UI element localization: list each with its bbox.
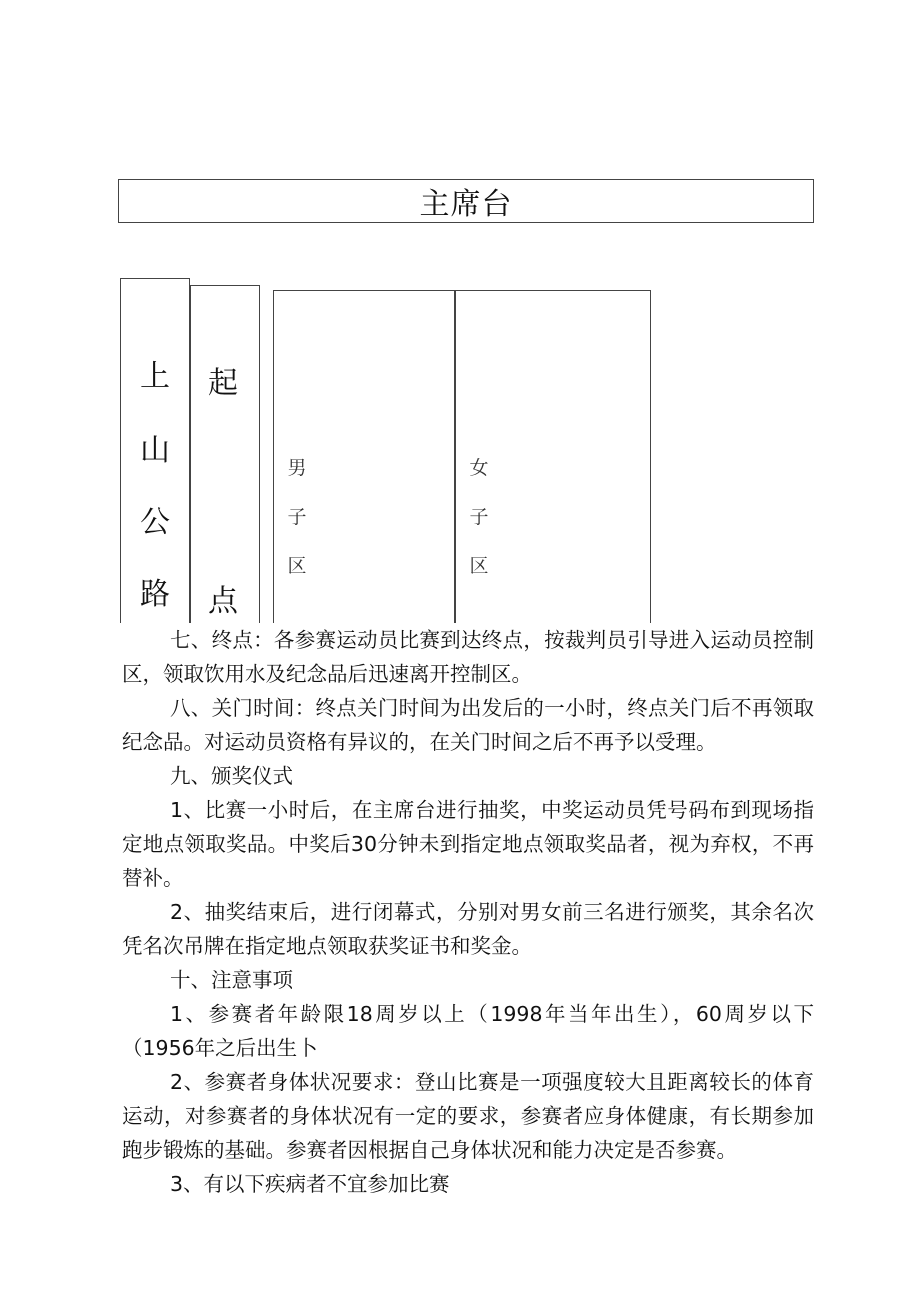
paragraph-awards: 2、抽奖结束后，进行闭幕式，分别对男女前三名进行颁奖，其余名次凭名次吊牌在指定地点领取获奖证书和奖金。	[122, 900, 814, 958]
road-char: 山	[140, 433, 170, 468]
women-zone-char: 子	[469, 506, 489, 528]
paragraph-disease-exclusion: 3、有以下疾病者不宜参加比赛	[170, 1172, 450, 1196]
road-char: 上	[140, 359, 170, 394]
women-zone-char: 女	[469, 457, 489, 479]
mountain-road-column	[120, 278, 190, 623]
women-zone	[455, 290, 651, 623]
paragraph-finish: 七、终点：各参赛运动员比赛到达终点，按裁判员引导进入运动员控制区，领取饮用水及纪念品后迅速离开控制区。	[122, 628, 814, 686]
men-zone-char: 区	[287, 555, 307, 577]
men-zone-char: 男	[287, 457, 307, 479]
men-zone	[273, 290, 455, 623]
start-char: 点	[208, 584, 238, 619]
start-char: 起	[208, 366, 238, 401]
main-stand-box	[118, 179, 814, 223]
main-stand-label: 主席台	[419, 187, 513, 222]
paragraph-health-requirement: 2、参赛者身体状况要求：登山比赛是一项强度较大且距离较长的体育运动，对参赛者的身体状况有一定的要求，参赛者应身体健康，有长期参加跑步锻炼的基础。参赛者因根据自己身体状况和能力决定是否参赛。	[122, 1070, 814, 1162]
men-zone-char: 子	[287, 506, 307, 528]
heading-notes: 十、注意事项	[170, 968, 293, 992]
heading-award-ceremony: 九、颁奖仪式	[170, 764, 293, 788]
paragraph-lottery: 1、比赛一小时后，在主席台进行抽奖，中奖运动员凭号码布到现场指定地点领取奖品。中奖后30分钟未到指定地点领取奖品者，视为弃权，不再替补。	[122, 798, 814, 890]
paragraph-age-limit: 1、参赛者年龄限18周岁以上（1998年当年出生），60周岁以下（1956年之后出生卜	[122, 1002, 814, 1060]
document-body	[122, 623, 814, 1201]
paragraph-closing-time: 八、关门时间：终点关门时间为出发后的一小时，终点关门后不再领取纪念品。对运动员资格有异议的，在关门时间之后不再予以受理。	[122, 696, 814, 754]
women-zone-char: 区	[469, 555, 489, 577]
road-char: 公	[140, 505, 170, 540]
road-char: 路	[140, 577, 170, 612]
start-point-column	[190, 285, 260, 623]
